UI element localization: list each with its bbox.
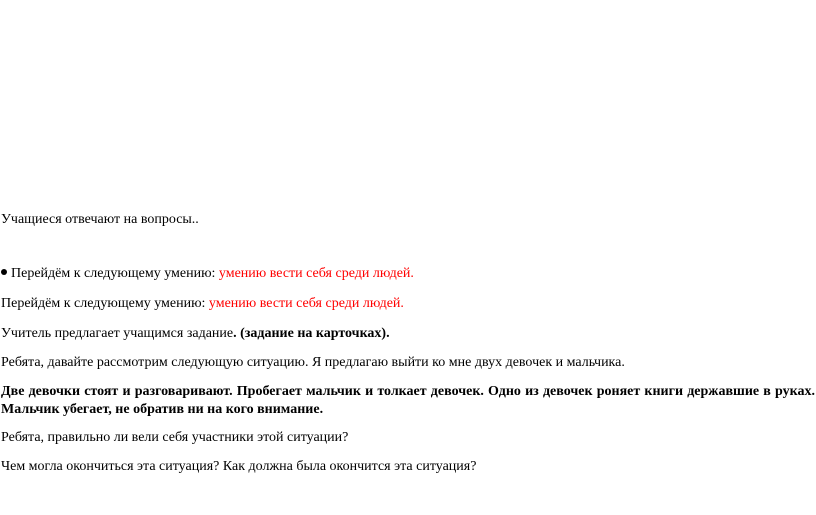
task-line-bold: . (задание на карточках). <box>233 326 390 341</box>
task-line <box>1 325 390 343</box>
task-line-prefix: Учитель предлагает учащимся задание <box>1 326 234 341</box>
bullet-item <box>1 265 414 283</box>
situation-description: Две девочки стоят и разговаривают. Пробегает мальчик и толкает девочек. Одно из девочек роняет книги державшие в руках. Мальчик убегает, не обратив ни на кого внимание. <box>1 384 815 417</box>
bullet-icon <box>1 269 7 275</box>
bullet-item-prefix: Перейдём к следующему умению: <box>11 266 219 281</box>
repeat-line-prefix: Перейдём к следующему умению: <box>1 296 209 311</box>
repeat-line <box>1 295 404 313</box>
students-answer-text: Учащиеся отвечают на вопросы.. <box>1 212 199 227</box>
question-one: Ребята, правильно ли вели себя участники этой ситуации? <box>1 430 349 445</box>
situation-intro-text: Ребята, давайте рассмотрим следующую ситуацию. Я предлагаю выйти ко мне двух девочек и мальчика. <box>1 355 625 370</box>
question-two: Чем могла окончиться эта ситуация? Как должна была окончится эта ситуация? <box>1 459 477 474</box>
repeat-line-highlight: умению вести себя среди людей. <box>208 296 404 311</box>
bullet-item-highlight: умению вести себя среди людей. <box>218 266 414 281</box>
